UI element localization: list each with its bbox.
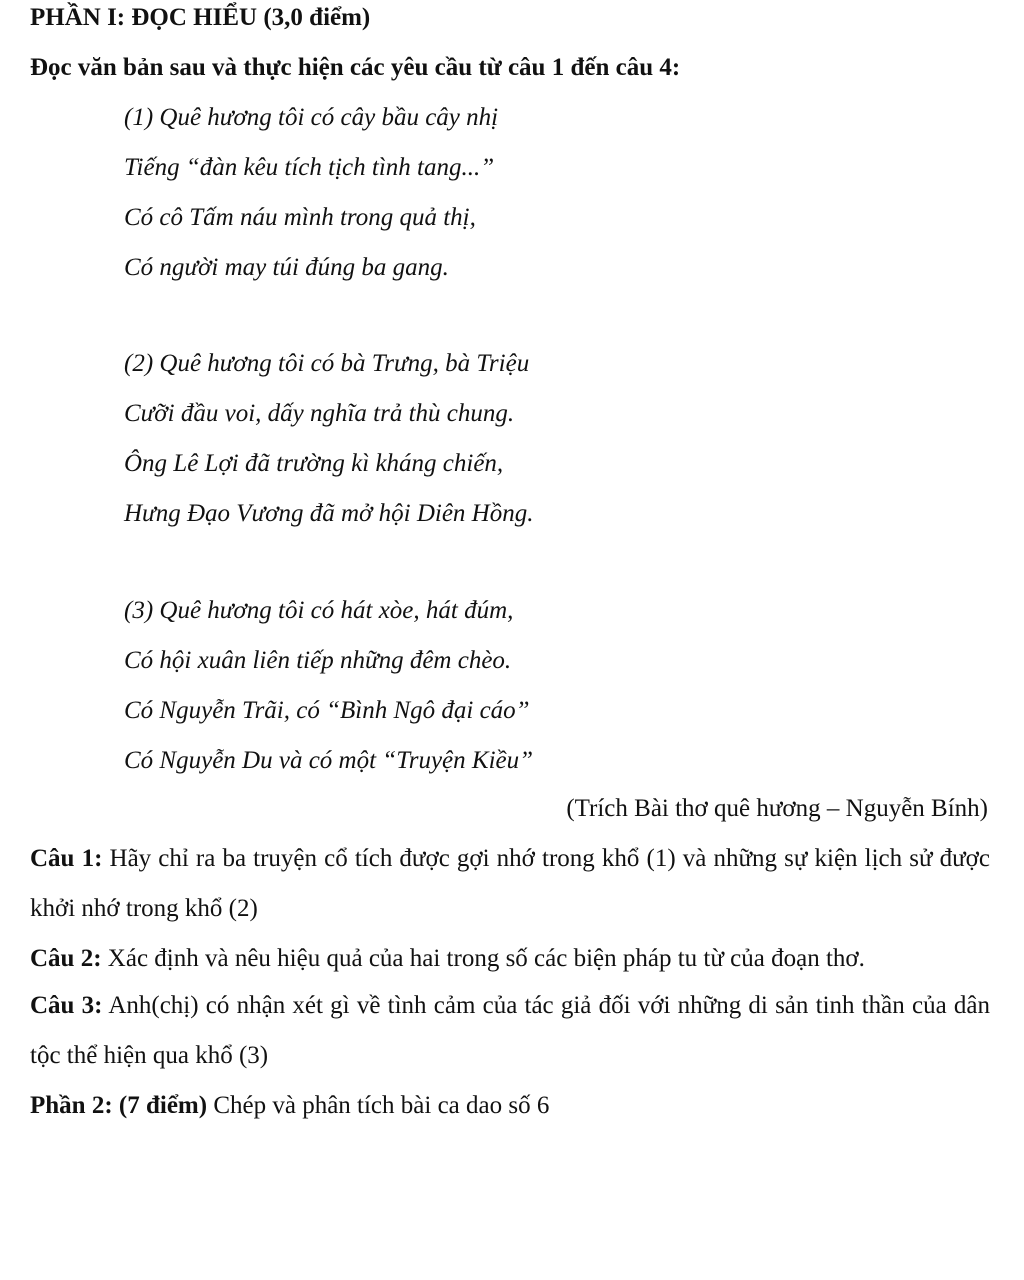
question-label: Câu 2: — [30, 945, 102, 972]
poem-line: (3) Quê hương tôi có hát xòe, hát đúm, — [124, 597, 514, 624]
part2-text: Chép và phân tích bài ca dao số 6 — [207, 1092, 550, 1119]
poem-line: Có người may túi đúng ba gang. — [124, 254, 449, 281]
poem-line: Tiếng “đàn kêu tích tịch tình tang...” — [124, 154, 495, 181]
question-1 — [30, 834, 990, 934]
question-text: Anh(chị) có nhận xét gì về tình cảm của tác giả đối với những di sản tinh thần của dân tộc thể hiện qua khổ (3) — [30, 992, 990, 1069]
poem-line: Có Nguyễn Du và có một “Truyện Kiều” — [124, 747, 534, 774]
poem-line: Có Nguyễn Trãi, có “Bình Ngô đại cáo” — [124, 697, 530, 724]
question-3 — [30, 981, 990, 1081]
question-2 — [30, 934, 990, 984]
question-text: Xác định và nêu hiệu quả của hai trong số các biện pháp tu từ của đoạn thơ. — [101, 945, 865, 972]
poem-line: Cưỡi đầu voi, dấy nghĩa trả thù chung. — [124, 400, 515, 427]
poem-line: (1) Quê hương tôi có cây bầu cây nhị — [124, 104, 499, 131]
question-label: Câu 3: — [30, 992, 103, 1019]
poem-line: Hưng Đạo Vương đã mở hội Diên Hồng. — [124, 500, 534, 527]
part1-instruction: Đọc văn bản sau và thực hiện các yêu cầu từ câu 1 đến câu 4: — [30, 54, 681, 81]
question-label: Câu 1: — [30, 845, 103, 872]
part2-label: Phần 2: (7 điểm) — [30, 1092, 208, 1119]
poem-line: Có cô Tấm náu mình trong quả thị, — [124, 204, 476, 231]
poem-line: Ông Lê Lợi đã trường kì kháng chiến, — [124, 450, 504, 477]
part2-task — [30, 1081, 990, 1131]
poem-line: (2) Quê hương tôi có bà Trưng, bà Triệu — [124, 350, 530, 377]
part1-heading: PHẦN I: ĐỌC HIỂU (3,0 điểm) — [30, 4, 371, 31]
question-text: Hãy chỉ ra ba truyện cổ tích được gợi nhớ trong khổ (1) và những sự kiện lịch sử được khởi nhớ trong khổ (2) — [30, 845, 990, 922]
poem-source: (Trích Bài thơ quê hương – Nguyễn Bính) — [566, 795, 988, 822]
poem-line: Có hội xuân liên tiếp những đêm chèo. — [124, 647, 512, 674]
